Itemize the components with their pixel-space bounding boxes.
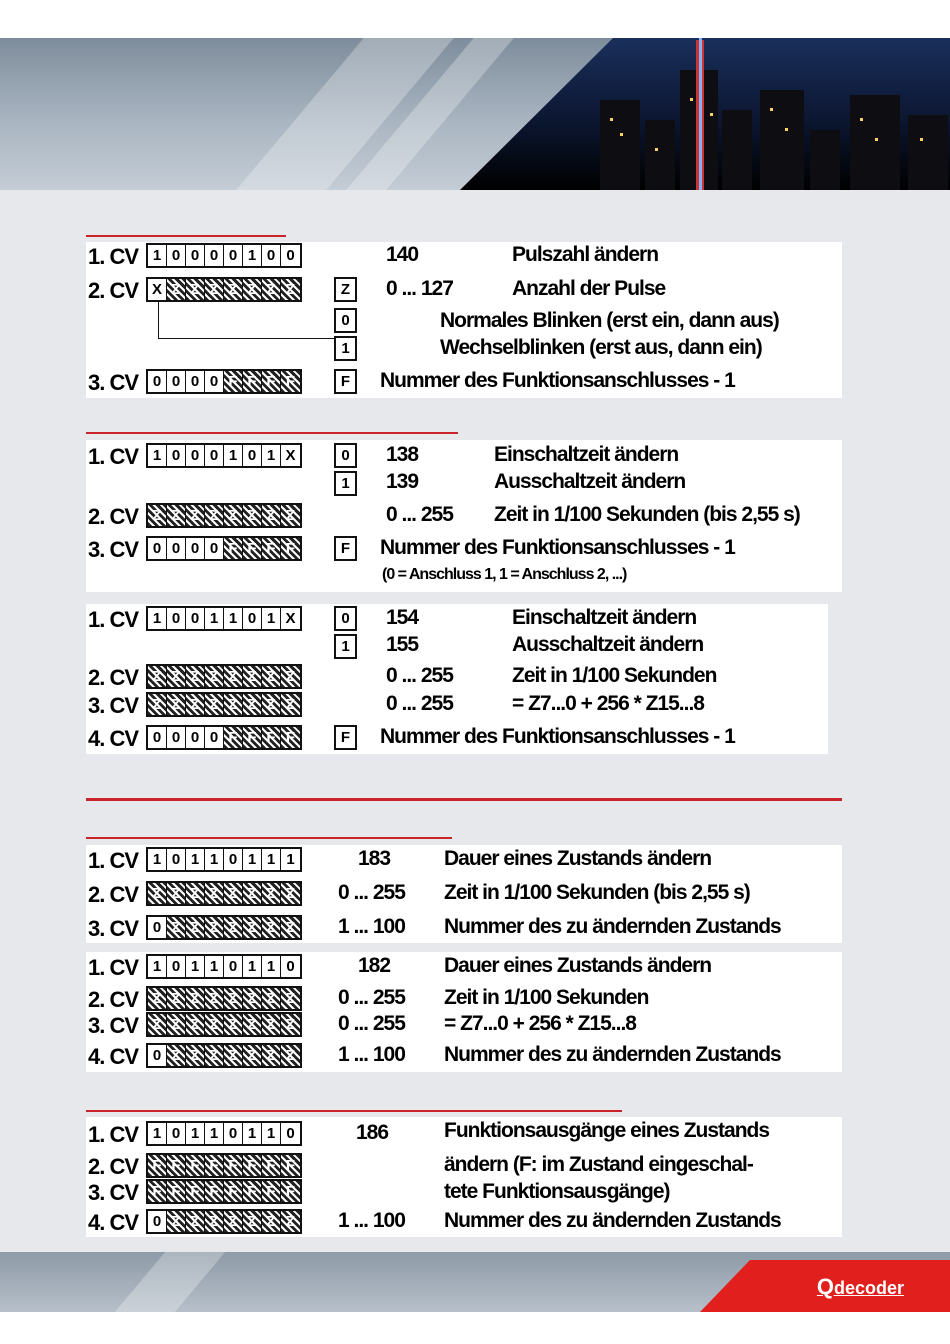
cv-description: Zeit in 1/100 Sekunden (bis 2,55 s) [444, 881, 750, 904]
cv-label: 2. CV [88, 504, 139, 529]
cv-label: 4. CV [88, 726, 139, 751]
bit-cell: 0 [148, 538, 167, 559]
bit-cell: X [285, 447, 296, 464]
bit-cells [146, 1179, 302, 1204]
bit-cell: Z [186, 279, 205, 300]
cv-value: 1 ... 100 [338, 915, 405, 938]
bit-cell: F [281, 538, 300, 559]
bit-cell: Z [224, 505, 243, 526]
bit-cell: Z [224, 694, 243, 715]
bit-cell: 0 [186, 445, 205, 466]
bit-cell: 1 [148, 445, 167, 466]
bit-cell: 0 [286, 247, 295, 264]
section-rule [86, 837, 452, 839]
bit-cell: F [186, 1155, 205, 1176]
bit-cell: Z [243, 1045, 262, 1066]
bit-cells [146, 1012, 302, 1037]
bit-cell: 0 [224, 956, 243, 977]
bit-cell: 1 [148, 245, 167, 266]
bit-cell: F [281, 727, 300, 748]
cv-value: 155 [386, 633, 419, 656]
bit-cell: Z [167, 279, 186, 300]
bit-cell: 1 [186, 849, 205, 870]
cv-description: Nummer des Funktionsanschlusses - 1 [380, 536, 735, 559]
bit-cell: 0 [186, 371, 205, 392]
side-box: 0 [334, 443, 357, 468]
bit-cell: Z [243, 279, 262, 300]
cv-value: 139 [386, 470, 419, 493]
cv-description: Nummer des Funktionsanschlusses - 1 [380, 725, 735, 748]
bit-cell: Z [167, 988, 186, 1009]
bit-cell: Z [262, 1045, 281, 1066]
bit-cell: Z [262, 1014, 281, 1035]
cv-description: Zeit in 1/100 Sekunden (bis 2,55 s) [494, 503, 800, 526]
bit-cell: Z [167, 1014, 186, 1035]
bit-cell: F [224, 1155, 243, 1176]
bit-cell: 0 [262, 245, 281, 266]
bit-cell: Z [167, 505, 186, 526]
bit-cell: F [262, 371, 281, 392]
bit-cell: Z [205, 1211, 224, 1232]
bit-cell: 0 [186, 538, 205, 559]
cv-description: Zeit in 1/100 Sekunden [444, 986, 649, 1009]
bit-cells [146, 1209, 302, 1234]
bit-cells [146, 954, 302, 979]
bit-cell: Z [148, 505, 167, 526]
bit-cells [146, 443, 302, 468]
bit-cell: F [281, 1155, 300, 1176]
bit-cell: Z [262, 505, 281, 526]
side-box: 1 [334, 471, 357, 496]
bit-cell: Z [224, 1045, 243, 1066]
side-box: F [334, 536, 357, 561]
bit-cell: Z [186, 1014, 205, 1035]
cv-value: 0 ... 255 [386, 503, 453, 526]
bit-cells [146, 847, 302, 872]
bit-cells [146, 243, 302, 268]
bit-cell: Z [281, 988, 300, 1009]
bit-cell: F [224, 538, 243, 559]
side-box: 1 [334, 634, 357, 659]
option-description: Wechselblinken (erst aus, dann ein) [440, 336, 762, 359]
cv-description: Einschaltzeit ändern [494, 443, 679, 466]
header-banner [0, 38, 950, 190]
bit-cell: Z [224, 883, 243, 904]
cv-label: 2. CV [88, 882, 139, 907]
cv-description: Einschaltzeit ändern [512, 606, 697, 629]
cv-label: 1. CV [88, 444, 139, 469]
bit-cell: F [281, 371, 300, 392]
cv-value: 0 ... 255 [386, 664, 453, 687]
cv-description: Zeit in 1/100 Sekunden [512, 664, 717, 687]
cv-label: 2. CV [88, 987, 139, 1012]
bit-cells [146, 1153, 302, 1178]
qdecoder-logo: Qdecoder [816, 1274, 904, 1299]
cv-description: Nummer des Funktionsanschlusses - 1 [380, 369, 735, 392]
bit-cell: 1 [148, 849, 167, 870]
bit-cell: Z [186, 666, 205, 687]
bit-cell: Z [167, 666, 186, 687]
bit-cell: 0 [167, 445, 186, 466]
side-box: Z [334, 277, 357, 302]
bit-cell: Z [281, 883, 300, 904]
bit-cell: Z [186, 1211, 205, 1232]
bit-cells [146, 986, 302, 1011]
cv-label: 2. CV [88, 1154, 139, 1179]
bit-cell: 1 [224, 445, 243, 466]
bit-cell: F [243, 538, 262, 559]
bit-cell: Z [186, 988, 205, 1009]
bit-cell: F [262, 1181, 281, 1202]
bit-cell: 1 [186, 1123, 205, 1144]
bit-cell: Z [281, 1045, 300, 1066]
bit-cell: F [205, 1181, 224, 1202]
bit-cell: Z [243, 883, 262, 904]
bit-cell: 1 [243, 956, 262, 977]
cv-label: 3. CV [88, 537, 139, 562]
bit-cell: Z [243, 917, 262, 938]
bit-cell: F [243, 1181, 262, 1202]
bit-cell: 0 [186, 245, 205, 266]
bit-cell: Z [281, 1014, 300, 1035]
bit-cell: 0 [205, 245, 224, 266]
bit-cell: 0 [205, 371, 224, 392]
connector-line [158, 302, 335, 339]
bit-cell: F [281, 1181, 300, 1202]
bit-cells [146, 277, 302, 302]
bit-cells [146, 606, 302, 631]
section-rule [86, 1110, 622, 1112]
bit-cell: Z [205, 666, 224, 687]
bit-cell: Z [224, 988, 243, 1009]
bit-cell: Z [205, 1045, 224, 1066]
city-skyline-image [460, 38, 950, 190]
bit-cell: X [148, 279, 167, 300]
bit-cell: 1 [205, 608, 224, 629]
bit-cells [146, 1121, 302, 1146]
bit-cell: Z [281, 279, 300, 300]
bit-cell: 0 [167, 849, 186, 870]
bit-cell: F [148, 1155, 167, 1176]
bit-cells [146, 1043, 302, 1068]
bit-cell: Z [186, 917, 205, 938]
cv-label: 3. CV [88, 1013, 139, 1038]
bit-cell: 0 [148, 371, 167, 392]
option-box: 0 [334, 308, 357, 333]
bit-cell: F [186, 1181, 205, 1202]
bit-cell: Z [281, 666, 300, 687]
bit-cell: 1 [205, 849, 224, 870]
bit-cell: 1 [262, 956, 281, 977]
cv-description: ändern (F: im Zustand eingeschal- [444, 1153, 753, 1176]
bit-cell: Z [262, 279, 281, 300]
cv-description: Funktionsausgänge eines Zustands [444, 1119, 770, 1142]
bit-cell: Z [167, 1045, 186, 1066]
bit-cell: 1 [243, 1123, 262, 1144]
footer-bar [0, 1252, 950, 1312]
bit-cell: 1 [148, 608, 167, 629]
bit-cells [146, 915, 302, 940]
bit-cell: 0 [167, 371, 186, 392]
bit-cell: Z [148, 694, 167, 715]
bit-cell: 0 [148, 727, 167, 748]
section-rule [86, 235, 286, 237]
cv-value: 0 ... 255 [338, 881, 405, 904]
cv-value: 0 ... 255 [386, 692, 453, 715]
bit-cell: Z [243, 988, 262, 1009]
bit-cell: Z [243, 505, 262, 526]
bit-cell: Z [281, 1211, 300, 1232]
bit-cell: 1 [186, 956, 205, 977]
bit-cell: Z [167, 883, 186, 904]
cv-description: Dauer eines Zustands ändern [444, 847, 712, 870]
cv-label: 1. CV [88, 1122, 139, 1147]
cv-label: 1. CV [88, 848, 139, 873]
cv-value: 0 ... 127 [386, 277, 453, 300]
bit-cell: Z [262, 917, 281, 938]
bit-cell: F [224, 727, 243, 748]
cv-description: Nummer des zu ändernden Zustands [444, 915, 781, 938]
bit-cell: 1 [262, 1123, 281, 1144]
cv-value: 138 [386, 443, 419, 466]
bit-cells [146, 881, 302, 906]
bit-cell: 0 [148, 1045, 167, 1066]
bit-cell: Z [262, 666, 281, 687]
section-divider [86, 798, 842, 801]
bit-cell: Z [148, 1014, 167, 1035]
bit-cell: 0 [167, 245, 186, 266]
bit-cell: Z [148, 883, 167, 904]
cv-description: = Z7...0 + 256 * Z15...8 [512, 692, 704, 715]
section-rule [86, 432, 458, 434]
bit-cell: Z [186, 1045, 205, 1066]
bit-cell: Z [243, 1211, 262, 1232]
cv-value: 0 ... 255 [338, 986, 405, 1009]
bit-cell: 0 [167, 1123, 186, 1144]
bit-cell: 0 [224, 245, 243, 266]
bit-cells [146, 536, 302, 561]
cv-value: 182 [358, 954, 391, 977]
bit-cell: 0 [148, 1211, 167, 1232]
cv-value: 1 ... 100 [338, 1043, 405, 1066]
bit-cell: 0 [167, 956, 186, 977]
bit-cell: Z [205, 883, 224, 904]
bit-cell: 0 [205, 727, 224, 748]
cv-label: 3. CV [88, 1180, 139, 1205]
bit-cell: 0 [167, 727, 186, 748]
bit-cell: Z [186, 694, 205, 715]
bit-cell: 1 [262, 608, 281, 629]
cv-label: 2. CV [88, 665, 139, 690]
cv-description: = Z7...0 + 256 * Z15...8 [444, 1012, 636, 1035]
cv-label: 1. CV [88, 607, 139, 632]
cv-label: 3. CV [88, 916, 139, 941]
bit-cell: F [167, 1155, 186, 1176]
bit-cell: F [243, 371, 262, 392]
bit-cell: 1 [148, 1123, 167, 1144]
side-box: 0 [334, 606, 357, 631]
cv-value: 183 [358, 847, 391, 870]
cv-label: 2. CV [88, 278, 139, 303]
cv-note: (0 = Anschluss 1, 1 = Anschluss 2, ...) [382, 566, 627, 583]
cv-label: 4. CV [88, 1210, 139, 1235]
bit-cell: Z [205, 988, 224, 1009]
cv-description: Pulszahl ändern [512, 243, 659, 266]
bit-cell: Z [186, 883, 205, 904]
bit-cell: 0 [224, 849, 243, 870]
cv-description: tete Funktionsausgänge) [444, 1180, 670, 1203]
bit-cell: Z [148, 988, 167, 1009]
cv-value: 154 [386, 606, 419, 629]
bit-cell: F [262, 727, 281, 748]
option-description: Normales Blinken (erst ein, dann aus) [440, 309, 779, 332]
bit-cell: Z [262, 1211, 281, 1232]
bit-cells [146, 369, 302, 394]
bit-cell: Z [167, 917, 186, 938]
bit-cell: Z [186, 505, 205, 526]
bit-cell: Z [224, 666, 243, 687]
bit-cell: Z [205, 694, 224, 715]
bit-cell: Z [262, 694, 281, 715]
bit-cell: 1 [205, 956, 224, 977]
bit-cell: F [205, 1155, 224, 1176]
bit-cell: 0 [186, 608, 205, 629]
bit-cells [146, 503, 302, 528]
side-box: F [334, 725, 357, 750]
cv-value: 186 [356, 1121, 389, 1144]
side-box: F [334, 369, 357, 394]
bit-cell: Z [281, 694, 300, 715]
bit-cell: 1 [205, 1123, 224, 1144]
bit-cell: Z [262, 883, 281, 904]
bit-cell: Z [224, 917, 243, 938]
bit-cell: Z [205, 1014, 224, 1035]
bit-cell: 1 [243, 849, 262, 870]
bit-cell: F [224, 1181, 243, 1202]
bit-cell: 0 [243, 445, 262, 466]
bit-cell: 0 [167, 608, 186, 629]
bit-cell: Z [224, 1211, 243, 1232]
bit-cell: F [148, 1181, 167, 1202]
bit-cell: Z [243, 1014, 262, 1035]
bit-cell: 0 [205, 445, 224, 466]
bit-cell: Z [148, 666, 167, 687]
cv-description: Nummer des zu ändernden Zustands [444, 1209, 781, 1232]
bit-cells [146, 664, 302, 689]
bit-cell: Z [243, 666, 262, 687]
bit-cell: 1 [148, 956, 167, 977]
bit-cell: F [262, 1155, 281, 1176]
bit-cell: 0 [167, 538, 186, 559]
cv-label: 4. CV [88, 1044, 139, 1069]
cv-description: Ausschaltzeit ändern [512, 633, 704, 656]
bit-cell: F [224, 371, 243, 392]
bit-cell: Z [205, 279, 224, 300]
bit-cells [146, 725, 302, 750]
bit-cell: F [167, 1181, 186, 1202]
cv-description: Ausschaltzeit ändern [494, 470, 686, 493]
bit-cells [146, 692, 302, 717]
bit-cell: F [243, 727, 262, 748]
bit-cell: Z [281, 505, 300, 526]
bit-cell: Z [224, 1014, 243, 1035]
bit-cell: 0 [286, 958, 295, 975]
bit-cell: 0 [148, 917, 167, 938]
bit-cell: 1 [286, 851, 295, 868]
bit-cell: Z [262, 988, 281, 1009]
bit-cell: Z [205, 917, 224, 938]
bit-cell: 0 [286, 1125, 295, 1142]
bit-cell: Z [243, 694, 262, 715]
cv-description: Anzahl der Pulse [512, 277, 666, 300]
cv-label: 3. CV [88, 693, 139, 718]
bit-cell: 1 [262, 445, 281, 466]
cv-label: 1. CV [88, 244, 139, 269]
bit-cell: 0 [205, 538, 224, 559]
cv-value: 0 ... 255 [338, 1012, 405, 1035]
cv-label: 3. CV [88, 370, 139, 395]
bit-cell: F [243, 1155, 262, 1176]
bit-cell: Z [281, 917, 300, 938]
bit-cell: Z [167, 1211, 186, 1232]
bit-cell: 0 [243, 608, 262, 629]
cv-label: 1. CV [88, 955, 139, 980]
cv-value: 1 ... 100 [338, 1209, 405, 1232]
bit-cell: 0 [224, 1123, 243, 1144]
cv-description: Dauer eines Zustands ändern [444, 954, 712, 977]
bit-cell: 1 [224, 608, 243, 629]
bit-cell: 1 [262, 849, 281, 870]
bit-cell: F [262, 538, 281, 559]
bit-cell: 0 [186, 727, 205, 748]
option-box: 1 [334, 336, 357, 361]
bit-cell: 1 [243, 245, 262, 266]
cv-value: 140 [386, 243, 419, 266]
bit-cell: Z [224, 279, 243, 300]
bit-cell: X [285, 610, 296, 627]
bit-cell: Z [167, 694, 186, 715]
bit-cell: Z [205, 505, 224, 526]
cv-description: Nummer des zu ändernden Zustands [444, 1043, 781, 1066]
